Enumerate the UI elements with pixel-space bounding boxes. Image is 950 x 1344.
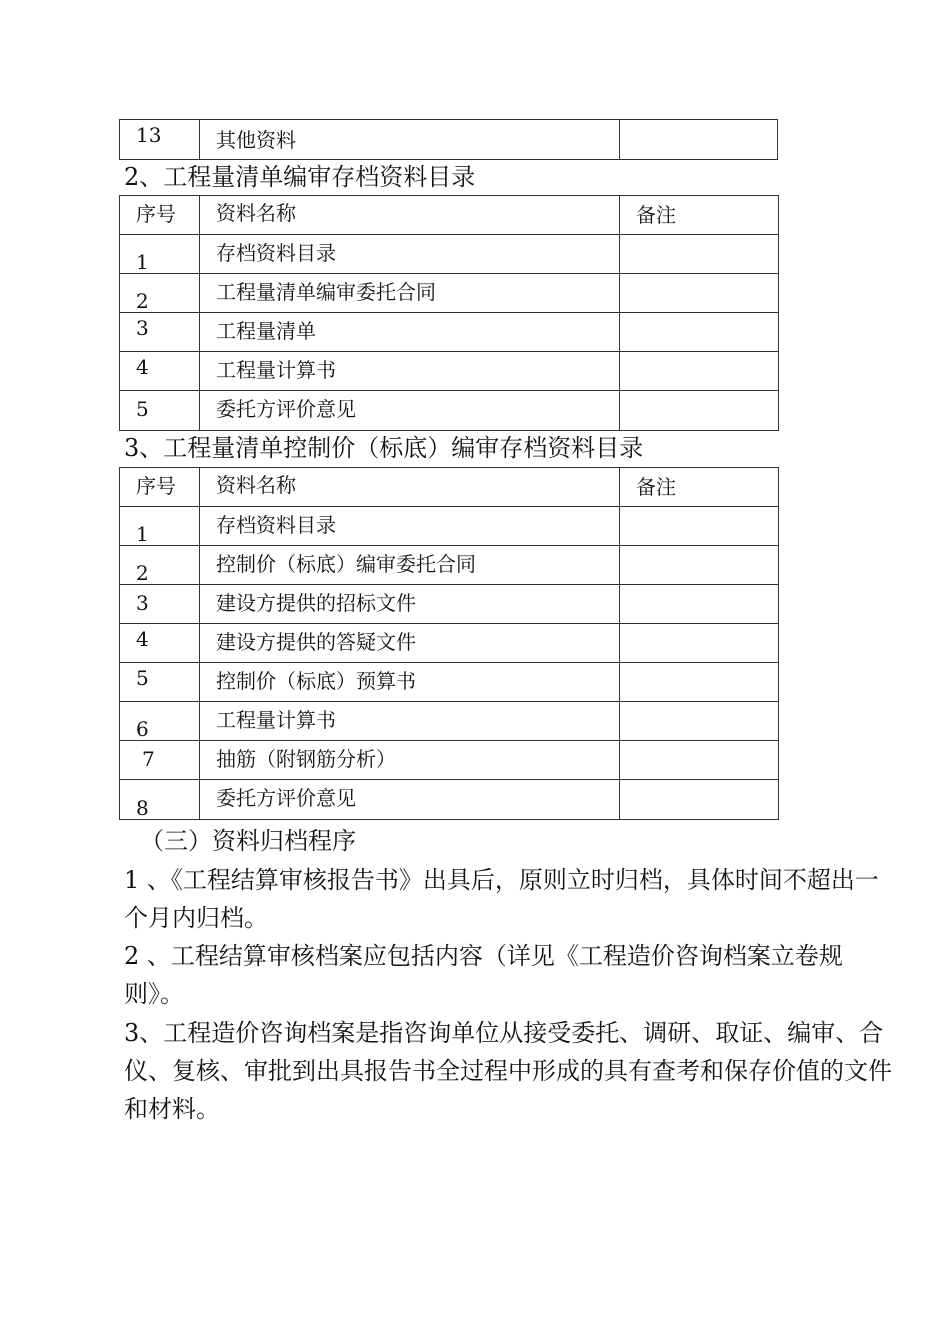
row-name: 建设方提供的答疑文件	[200, 624, 620, 663]
procedure-paragraph-2: 2 、工程结算审核档案应包括内容（详见《工程造价咨询档案立卷规则》。	[124, 942, 843, 1008]
row-number: 3	[120, 313, 200, 352]
table-row	[120, 663, 779, 702]
row-name: 委托方评价意见	[200, 780, 620, 820]
row-note	[620, 507, 779, 546]
row-name: 存档资料目录	[200, 507, 620, 546]
table-header-row	[120, 196, 779, 235]
header-note: 备注	[620, 196, 779, 235]
row-note	[620, 624, 779, 663]
row-note	[620, 741, 779, 780]
table-header-row	[120, 468, 779, 507]
table-row	[120, 352, 779, 391]
row-number: 5	[120, 663, 200, 702]
row-name: 其他资料	[200, 120, 620, 160]
row-note	[620, 120, 778, 160]
row-number: 6	[120, 702, 200, 741]
section-heading-2: 2、工程量清单编审存档资料目录	[124, 163, 476, 191]
row-name: 控制价（标底）编审委托合同	[200, 546, 620, 585]
table-row	[120, 391, 779, 431]
header-name: 资料名称	[200, 468, 620, 507]
table-row	[120, 274, 779, 313]
header-note: 备注	[620, 468, 779, 507]
row-number: 1	[120, 235, 200, 274]
table-row	[120, 235, 779, 274]
table-row	[120, 780, 779, 820]
row-number: 7	[120, 741, 200, 780]
row-note	[620, 702, 779, 741]
row-name: 工程量清单	[200, 313, 620, 352]
row-name: 抽筋（附钢筋分析）	[200, 741, 620, 780]
table-row	[120, 507, 779, 546]
row-name: 控制价（标底）预算书	[200, 663, 620, 702]
table-row	[120, 702, 779, 741]
header-number: 序号	[120, 196, 200, 235]
row-note	[620, 274, 779, 313]
row-number: 13	[120, 120, 200, 160]
row-note	[620, 352, 779, 391]
table-row	[120, 624, 779, 663]
row-number: 8	[120, 780, 200, 820]
row-note	[620, 313, 779, 352]
table-row	[120, 120, 778, 160]
row-number: 1	[120, 507, 200, 546]
row-name: 工程量计算书	[200, 352, 620, 391]
procedure-paragraph-3: 3、工程造价咨询档案是指咨询单位从接受委托、调研、取证、编审、合仪、复核、审批到出具报告书全过程中形成的具有查考和保存价值的文件和材料。	[124, 1019, 892, 1123]
row-number: 5	[120, 391, 200, 431]
archive-table-continued	[119, 119, 778, 160]
row-number: 4	[120, 624, 200, 663]
table-row	[120, 546, 779, 585]
row-note	[620, 235, 779, 274]
procedure-paragraph-1: 1 、《工程结算审核报告书》出具后，原则立时归档，具体时间不超出一个月内归档。	[124, 866, 879, 932]
table-row	[120, 313, 779, 352]
row-number: 2	[120, 274, 200, 313]
row-name: 委托方评价意见	[200, 391, 620, 431]
header-number: 序号	[120, 468, 200, 507]
header-name: 资料名称	[200, 196, 620, 235]
row-note	[620, 663, 779, 702]
row-note	[620, 391, 779, 431]
quantity-list-archive-table	[119, 195, 779, 431]
row-name: 工程量计算书	[200, 702, 620, 741]
row-number: 4	[120, 352, 200, 391]
table-row	[120, 585, 779, 624]
procedure-heading: （三）资料归档程序	[140, 827, 356, 855]
row-number: 3	[120, 585, 200, 624]
section-heading-3: 3、工程量清单控制价（标底）编审存档资料目录	[124, 434, 644, 462]
row-name: 存档资料目录	[200, 235, 620, 274]
row-number: 2	[120, 546, 200, 585]
row-note	[620, 546, 779, 585]
table-row	[120, 741, 779, 780]
control-price-archive-table	[119, 467, 779, 820]
row-note	[620, 780, 779, 820]
row-name: 工程量清单编审委托合同	[200, 274, 620, 313]
row-name: 建设方提供的招标文件	[200, 585, 620, 624]
row-note	[620, 585, 779, 624]
